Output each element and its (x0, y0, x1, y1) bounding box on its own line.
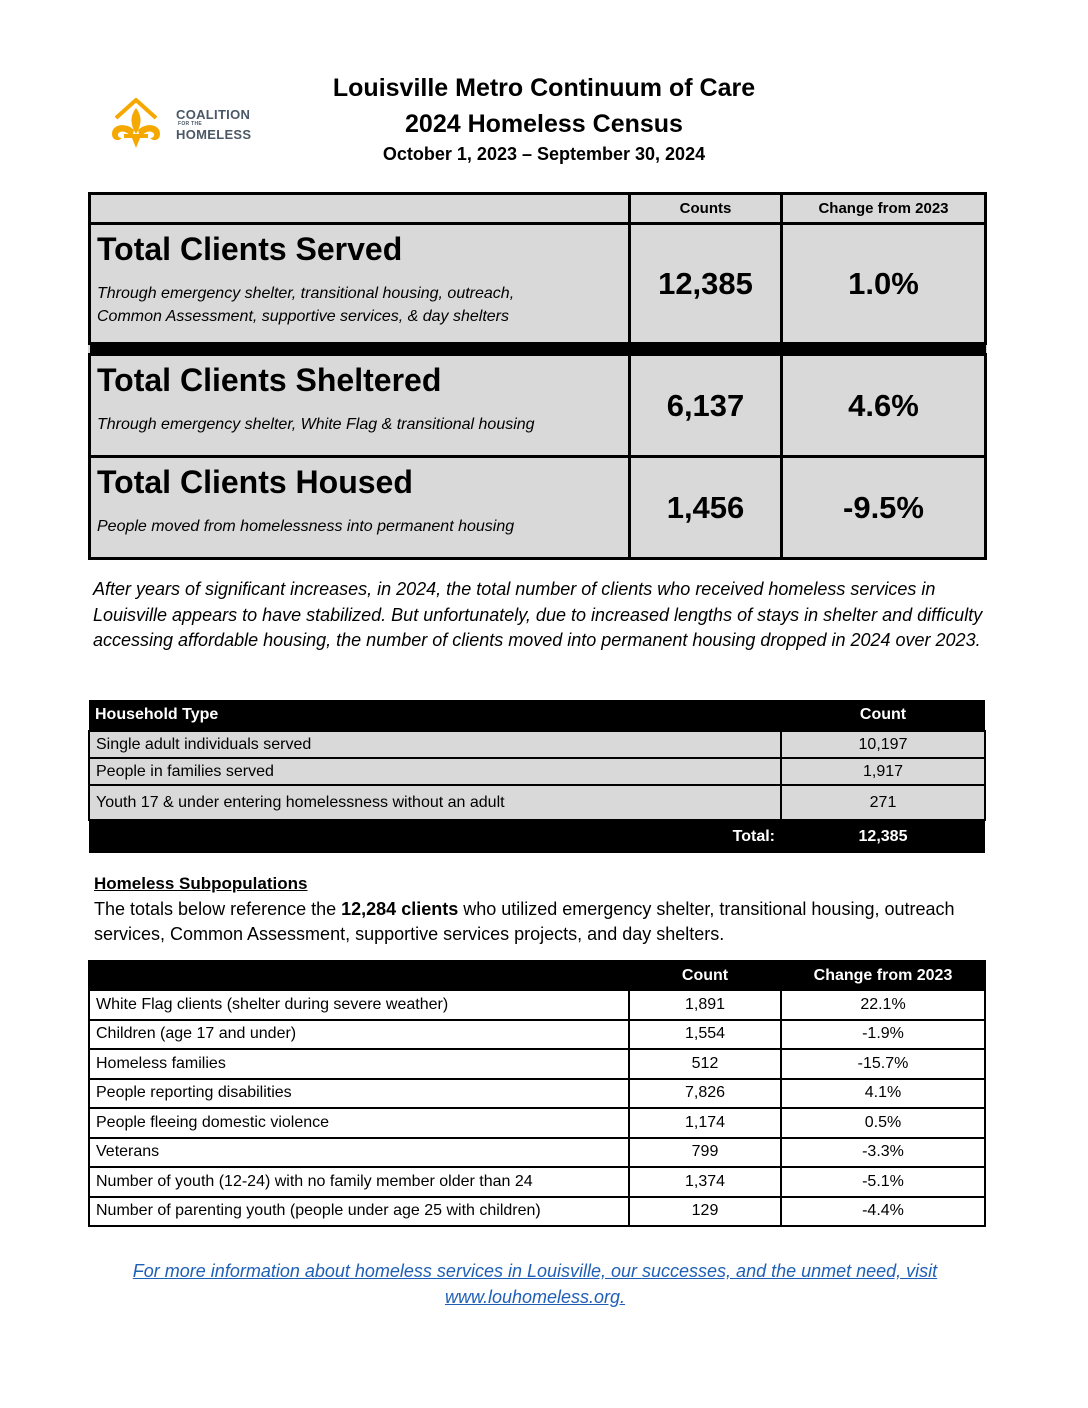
subpopulations-table (88, 960, 986, 1227)
household-total-value: 12,385 (781, 820, 985, 853)
summary-count: 6,137 (630, 355, 782, 457)
summary-label-cell (90, 355, 630, 457)
summary-header-counts: Counts (630, 194, 782, 224)
date-range: October 1, 2023 – September 30, 2024 (382, 144, 706, 164)
subpop-count: 1,554 (629, 1020, 781, 1050)
subpop-count: 1,891 (629, 990, 781, 1020)
household-header-type: Household Type (89, 700, 781, 731)
page-subtitle: 2024 Homeless Census (405, 110, 683, 138)
summary-count: 12,385 (630, 224, 782, 344)
summary-change: 4.6% (782, 355, 986, 457)
household-count: 271 (781, 785, 985, 820)
household-header-count: Count (781, 700, 985, 731)
subpop-label: Homeless families (89, 1049, 629, 1079)
summary-label-cell (90, 224, 630, 344)
summary-separator (90, 344, 986, 355)
summary-row-title: Total Clients Housed (97, 464, 413, 500)
subpop-header-change: Change from 2023 (781, 961, 985, 990)
table-row (89, 1197, 985, 1227)
household-total-label: Total: (89, 820, 781, 853)
subpop-text-after: who utilized emergency shelter, transitional housing, outreach services, Common Assessment, supportive services projects, and day shelters. (94, 899, 955, 944)
subpop-text-bold: 12,284 clients (341, 899, 459, 919)
table-row (89, 1138, 985, 1168)
subpop-label: Number of youth (12-24) with no family member older than 24 (89, 1167, 629, 1197)
subpop-count: 512 (629, 1049, 781, 1079)
footer-link-line-2[interactable]: www.louhomeless.org. (444, 1287, 626, 1307)
summary-change: 1.0% (782, 224, 986, 344)
subpop-change: 0.5% (781, 1108, 985, 1138)
logo-line-3: HOMELESS (176, 127, 252, 142)
summary-paragraph: After years of significant increases, in 2024, the total number of clients who received homeless services in Louisville appears to have stabilized. But unfortunately, due to increased lengths of stays in shelter and difficulty accessing affordable housing, the number of clients moved into permanent housing dropped in 2024 over 2023. (93, 579, 983, 650)
logo-line-1: COALITION (176, 107, 251, 122)
subpop-count: 1,174 (629, 1108, 781, 1138)
household-header-row (89, 700, 985, 731)
footer-link-line-1[interactable]: For more information about homeless services in Louisville, our successes, and the unmet need, visit (132, 1261, 938, 1281)
subpop-change: -1.9% (781, 1020, 985, 1050)
subpop-label: People fleeing domestic violence (89, 1108, 629, 1138)
summary-row-title: Total Clients Served (97, 231, 403, 267)
household-count: 10,197 (781, 731, 985, 758)
household-table (88, 700, 986, 853)
summary-table (88, 192, 987, 560)
subpop-change: -3.3% (781, 1138, 985, 1168)
summary-row-title: Total Clients Sheltered (97, 362, 442, 398)
table-row (89, 1167, 985, 1197)
subpop-label: Number of parenting youth (people under age 25 with children) (89, 1197, 629, 1227)
household-count: 1,917 (781, 758, 985, 785)
household-total-row (89, 820, 985, 853)
subpopulations-text (94, 897, 974, 947)
household-type: Single adult individuals served (89, 731, 781, 758)
footer-link[interactable] (0, 1258, 1070, 1310)
subpop-count: 799 (629, 1138, 781, 1168)
table-row (89, 758, 985, 785)
summary-row-desc: Through emergency shelter, White Flag & transitional housing (97, 416, 535, 433)
summary-row-desc: Through emergency shelter, transitional housing, outreach, (97, 285, 515, 302)
table-row (89, 1108, 985, 1138)
page-title: Louisville Metro Continuum of Care (332, 74, 756, 102)
table-row (89, 1079, 985, 1109)
summary-count: 1,456 (630, 457, 782, 559)
summary-label-cell (90, 457, 630, 559)
subpop-text-before: The totals below reference the (94, 899, 342, 919)
logo-line-2: FOR THE (178, 121, 203, 127)
summary-header-change: Change from 2023 (782, 194, 986, 224)
subpop-change: 4.1% (781, 1079, 985, 1109)
summary-row-desc: People moved from homelessness into permanent housing (97, 518, 515, 535)
summary-change: -9.5% (782, 457, 986, 559)
subpop-header-blank (89, 961, 629, 990)
table-row (89, 1020, 985, 1050)
subpopulations-heading: Homeless Subpopulations (94, 874, 308, 893)
subpop-change: -15.7% (781, 1049, 985, 1079)
summary-header-row (90, 194, 986, 224)
subpop-count: 129 (629, 1197, 781, 1227)
summary-header-blank (90, 194, 630, 224)
subpop-label: Veterans (89, 1138, 629, 1168)
summary-row-served (90, 224, 986, 344)
summary-row-desc: Common Assessment, supportive services, & day shelters (97, 308, 510, 325)
household-type: Youth 17 & under entering homelessness without an adult (89, 785, 781, 820)
table-row (89, 785, 985, 820)
subpop-change: 22.1% (781, 990, 985, 1020)
table-row (89, 990, 985, 1020)
subpop-label: White Flag clients (shelter during severe weather) (89, 990, 629, 1020)
subpop-change: -5.1% (781, 1167, 985, 1197)
subpop-label: People reporting disabilities (89, 1079, 629, 1109)
subpop-count: 1,374 (629, 1167, 781, 1197)
household-type: People in families served (89, 758, 781, 785)
summary-row-housed (90, 457, 986, 559)
table-row (89, 731, 985, 758)
subpop-label: Children (age 17 and under) (89, 1020, 629, 1050)
summary-row-sheltered (90, 355, 986, 457)
subpop-change: -4.4% (781, 1197, 985, 1227)
subpop-header-row (89, 961, 985, 990)
table-row (89, 1049, 985, 1079)
subpop-count: 7,826 (629, 1079, 781, 1109)
subpop-header-count: Count (629, 961, 781, 990)
